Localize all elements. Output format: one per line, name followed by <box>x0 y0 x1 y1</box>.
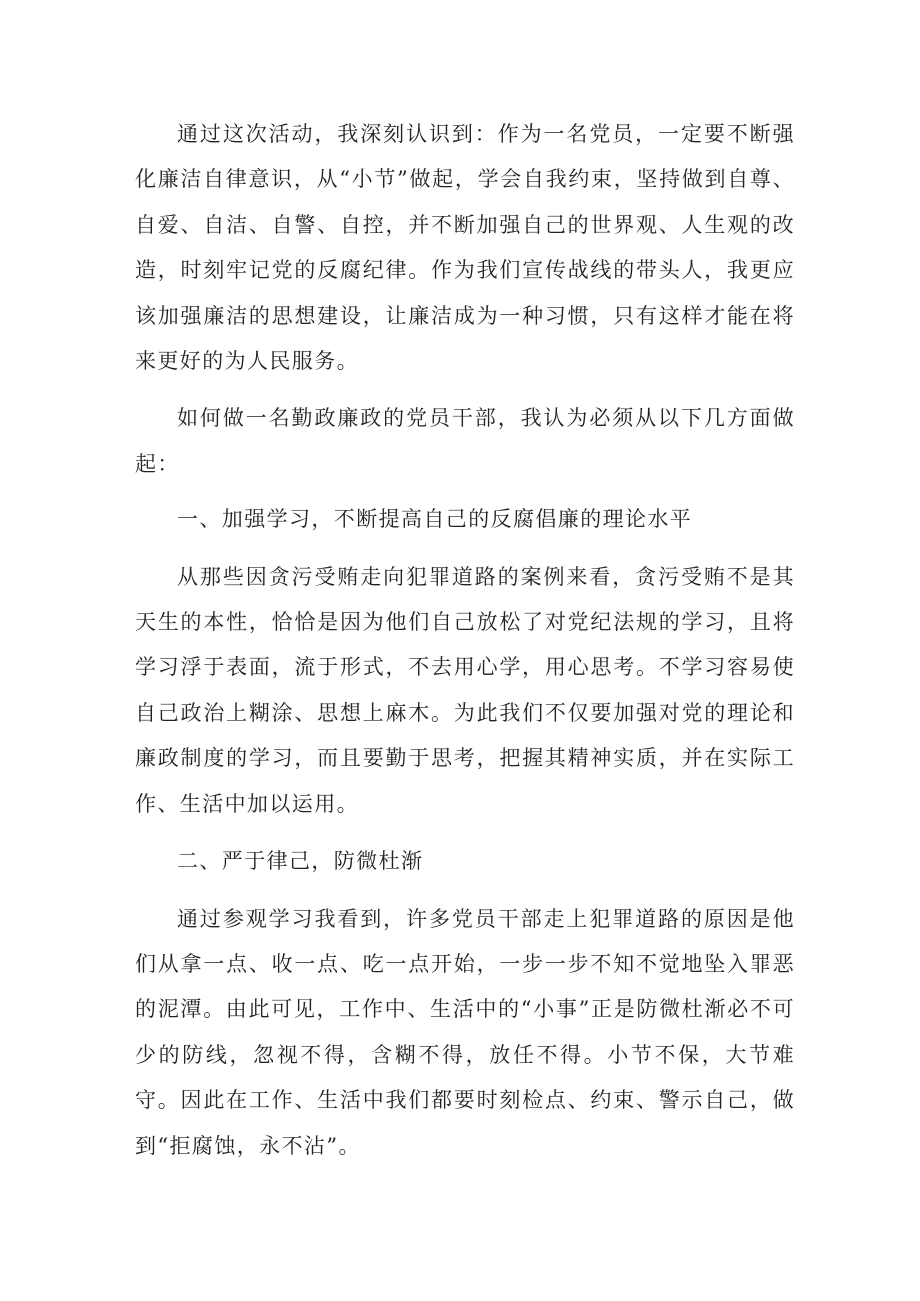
paragraph-activity-reflection: 通过这次活动，我深刻认识到：作为一名党员，一定要不断强化廉洁自律意识，从“小节”做起，学会自我约束，坚持做到自尊、自爱、自洁、自警、自控，并不断加强自己的世界观、人生观的改造，时刻牢记党的反腐纪律。作为我们宣传战线的带头人，我更应该加强廉洁的思想建设，让廉洁成为一种习惯，只有这样才能在将来更好的为人民服务。 <box>135 122 795 374</box>
paragraph-visit-learning: 通过参观学习我看到，许多党员干部走上犯罪道路的原因是他们从拿一点、收一点、吃一点开始，一步一步不知不觉地坠入罪恶的泥潭。由此可见，工作中、生活中的“小事”正是防微杜渐必不可少的防线，忽视不得，含糊不得，放任不得。小节不保，大节难守。因此在工作、生活中我们都要时刻检点、约束、警示自己，做到“拒腐蚀，永不沾”。 <box>135 906 795 1158</box>
paragraph-how-to-be-cadre: 如何做一名勤政廉政的党员干部，我认为必须从以下几方面做起： <box>135 406 795 476</box>
document-body <box>135 112 795 1169</box>
section-heading-self-discipline: 二、严于律己，防微杜渐 <box>177 849 424 874</box>
paragraph-study-cases: 从那些因贪污受贿走向犯罪道路的案例来看，贪污受贿不是其天生的本性，恰恰是因为他们自己放松了对党纪法规的学习，且将学习浮于表面，流于形式，不去用心学，用心思考。不学习容易使自己政治上糊涂、思想上麻木。为此我们不仅要加强对党的理论和廉政制度的学习，而且要勤于思考，把握其精神实质，并在实际工作、生活中加以运用。 <box>135 564 795 816</box>
section-heading-strengthen-study: 一、加强学习，不断提高自己的反腐倡廉的理论水平 <box>177 507 693 532</box>
